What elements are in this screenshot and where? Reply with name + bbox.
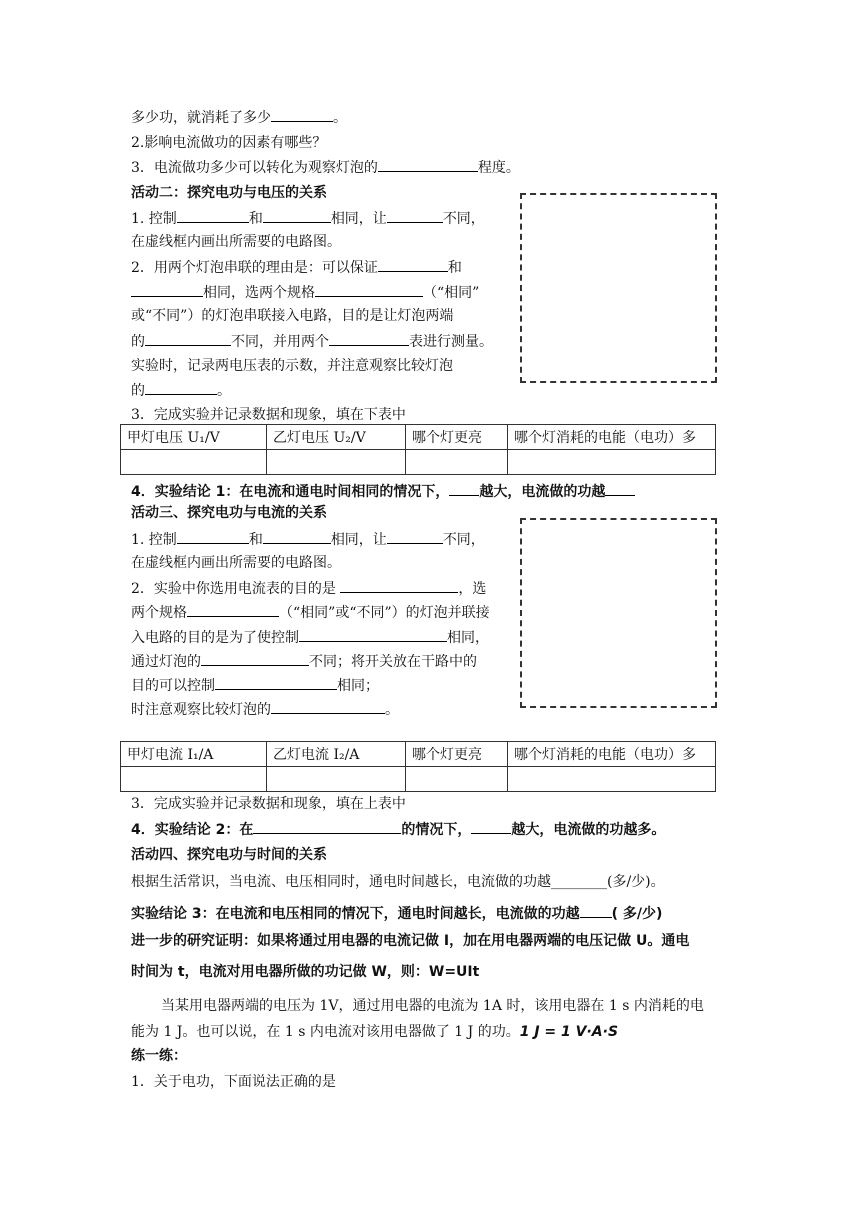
table-cell[interactable] <box>121 450 267 475</box>
fill-blank[interactable] <box>177 208 249 223</box>
table-cell[interactable] <box>267 450 406 475</box>
fill-blank[interactable] <box>253 819 401 834</box>
fill-blank[interactable] <box>145 331 231 346</box>
fill-blank[interactable] <box>378 157 478 172</box>
a3-line-6: 通过灯泡的 不同；将开关放在干路中的 <box>131 651 477 672</box>
table-header-row <box>121 742 716 767</box>
a2-line-6: 的 不同，并用两个 表进行测量。 <box>131 331 493 352</box>
fill-blank[interactable] <box>340 578 458 593</box>
a3-line-7: 目的可以控制 相同； <box>131 675 379 696</box>
a3-line-4: 两个规格 （“相同”或“不同”）的灯泡并联接 <box>131 602 490 623</box>
fill-blank[interactable] <box>177 529 249 544</box>
table-cell[interactable] <box>406 767 508 792</box>
a2-line-5: 或“不同”）的灯泡串联接入电路，目的是让灯泡两端 <box>131 308 454 324</box>
table-header-cell: 哪个灯消耗的电能（电功）多 <box>508 742 716 767</box>
a3-line-3: 2．实验中你选用电流表的目的是 ，选 <box>131 578 486 599</box>
conclusion-1: 4．实验结论 1：在电流和通电时间相同的情况下， 越大，电流做的功越 <box>131 481 635 502</box>
text-line-3: 3．电流做功多少可以转化为观察灯泡的 程度。 <box>131 157 520 178</box>
table-header-cell: 乙灯电压 U₂/V <box>267 425 406 450</box>
fill-blank[interactable] <box>449 481 479 496</box>
table-cell[interactable] <box>267 767 406 792</box>
fill-blank[interactable] <box>299 627 447 642</box>
a2-line-3: 2．用两个灯泡串联的理由是：可以保证 和 <box>131 257 462 278</box>
a3-line-9: 3．完成实验并记录数据和现象，填在上表中 <box>131 796 406 812</box>
a2-line-1: 1. 控制 和 相同，让 不同， <box>131 208 485 229</box>
activity-2-title: 活动二：探究电功与电压的关系 <box>131 185 327 201</box>
a4-line-1: 根据生活常识，当电流、电压相同时，通电时间越长，电流做的功越________(多/少)。 <box>131 874 665 890</box>
table-cell[interactable] <box>508 767 716 792</box>
fill-blank[interactable] <box>271 699 385 714</box>
fill-blank[interactable] <box>378 257 448 272</box>
voltage-table <box>120 424 716 475</box>
circuit-drawing-box-2[interactable] <box>520 518 717 708</box>
a3-line-1: 1. 控制 和 相同，让 不同， <box>131 529 485 550</box>
a3-line-2: 在虚线框内画出所需要的电路图。 <box>131 555 341 571</box>
a2-line-8: 的 。 <box>131 380 231 401</box>
fill-blank[interactable] <box>605 481 635 496</box>
fill-blank[interactable] <box>215 675 337 690</box>
conclusion-3: 实验结论 3：在电流和电压相同的情况下，通电时间越长，电流做的功越 ( 多/少) <box>131 903 662 924</box>
unit-formula: 1 J = 1 V·A·S <box>519 1024 619 1040</box>
fill-blank[interactable] <box>387 529 443 544</box>
a3-line-5: 入电路的目的是为了使控制 相同， <box>131 627 489 648</box>
table-row <box>121 767 716 792</box>
a2-line-2: 在虚线框内画出所需要的电路图。 <box>131 234 341 250</box>
table-header-cell: 甲灯电流 I₁/A <box>121 742 267 767</box>
further-line-2: 时间为 t，电流对用电器所做的功记做 W，则：W=UIt <box>131 964 480 980</box>
table-row <box>121 450 716 475</box>
paragraph-line-2: 能为 1 J。也可以说，在 1 s 内电流对该用电器做了 1 J 的功。1 J = 1 V·A·S <box>131 1024 619 1040</box>
fill-blank[interactable] <box>145 380 217 395</box>
fill-blank[interactable] <box>315 282 423 297</box>
table-header-row <box>121 425 716 450</box>
text-line-1: 多少功，就消耗了多少 。 <box>131 107 347 128</box>
table-header-cell: 哪个灯消耗的电能（电功）多 <box>508 425 716 450</box>
a2-line-9: 3．完成实验并记录数据和现象，填在下表中 <box>131 407 406 423</box>
fill-blank[interactable] <box>329 331 409 346</box>
fill-blank[interactable] <box>131 282 203 297</box>
question-1: 1．关于电功，下面说法正确的是 <box>131 1074 336 1090</box>
paragraph-line-1: 当某用电器两端的电压为 1V，通过用电器的电流为 1A 时，该用电器在 1 s 内消耗的电 <box>161 998 704 1014</box>
circuit-drawing-box-1[interactable] <box>520 193 717 383</box>
fill-blank[interactable] <box>187 602 279 617</box>
table-header-cell: 哪个灯更亮 <box>406 742 508 767</box>
table-cell[interactable] <box>406 450 508 475</box>
table-cell[interactable] <box>508 450 716 475</box>
practice-title: 练一练： <box>131 1048 187 1064</box>
a2-line-7: 实验时，记录两电压表的示数，并注意观察比较灯泡 <box>131 358 453 374</box>
activity-3-title: 活动三、探究电功与电流的关系 <box>131 505 327 521</box>
fill-blank[interactable] <box>580 903 612 918</box>
a3-line-8: 时注意观察比较灯泡的 。 <box>131 699 399 720</box>
a2-line-4: 相同，选两个规格 （“相同” <box>131 282 479 303</box>
fill-blank[interactable] <box>201 651 309 666</box>
table-header-cell: 乙灯电流 I₂/A <box>267 742 406 767</box>
fill-blank[interactable] <box>387 208 443 223</box>
activity-4-title: 活动四、探究电功与时间的关系 <box>131 847 327 863</box>
fill-blank[interactable] <box>471 819 511 834</box>
current-table <box>120 741 716 792</box>
table-header-cell: 甲灯电压 U₁/V <box>121 425 267 450</box>
table-header-cell: 哪个灯更亮 <box>406 425 508 450</box>
conclusion-2: 4．实验结论 2：在 的情况下， 越大，电流做的功越多。 <box>131 819 665 840</box>
fill-blank[interactable] <box>263 529 331 544</box>
fill-blank[interactable] <box>271 107 333 122</box>
text-line-2: 2.影响电流做功的因素有哪些？ <box>131 135 327 151</box>
fill-blank[interactable] <box>263 208 331 223</box>
further-line-1: 进一步的研究证明：如果将通过用电器的电流记做 I，加在用电器两端的电压记做 U。通电 <box>131 933 690 949</box>
table-cell[interactable] <box>121 767 267 792</box>
